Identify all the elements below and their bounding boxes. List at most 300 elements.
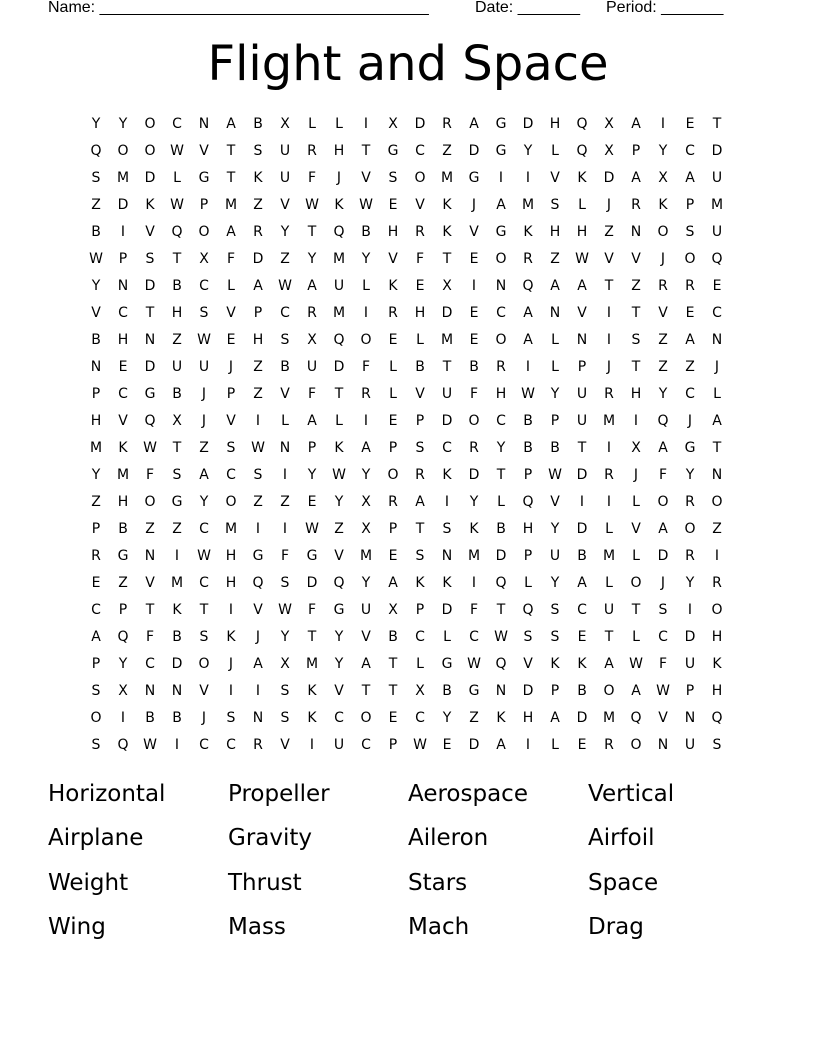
- grid-letter: Z: [199, 440, 209, 456]
- grid-letter: J: [255, 629, 261, 645]
- word-bank: [48, 778, 768, 958]
- grid-letter: X: [442, 278, 452, 294]
- grid-letter: C: [496, 305, 506, 321]
- grid-letter: M: [467, 548, 481, 564]
- grid-row: [84, 438, 732, 465]
- grid-letter: E: [469, 332, 479, 348]
- grid-row: [84, 411, 732, 438]
- grid-letter: H: [549, 116, 561, 132]
- word-list-item: Aerospace: [408, 781, 528, 807]
- grid-letter: K: [145, 197, 155, 213]
- grid-row: [84, 141, 732, 168]
- grid-letter: C: [199, 278, 209, 294]
- grid-letter: W: [332, 467, 346, 483]
- grid-letter: C: [577, 602, 587, 618]
- grid-row: [84, 357, 732, 384]
- grid-letter: H: [225, 548, 237, 564]
- grid-letter: L: [551, 737, 559, 753]
- grid-letter: A: [361, 656, 371, 672]
- grid-letter: L: [551, 359, 559, 375]
- student-info-header: [0, 0, 816, 20]
- grid-letter: E: [577, 629, 587, 645]
- grid-letter: U: [333, 278, 345, 294]
- grid-letter: S: [91, 737, 101, 753]
- grid-letter: E: [388, 197, 398, 213]
- grid-letter: V: [658, 710, 668, 726]
- grid-letter: Z: [253, 197, 263, 213]
- grid-letter: I: [471, 575, 477, 591]
- grid-letter: Y: [442, 710, 452, 726]
- grid-letter: F: [658, 467, 668, 483]
- word-list-item: Horizontal: [48, 781, 166, 807]
- grid-letter: L: [173, 170, 181, 186]
- grid-letter: U: [711, 170, 723, 186]
- grid-letter: Y: [91, 278, 101, 294]
- grid-letter: L: [416, 332, 424, 348]
- grid-letter: T: [388, 683, 398, 699]
- grid-letter: G: [306, 548, 318, 564]
- grid-letter: N: [117, 278, 129, 294]
- grid-letter: Z: [334, 521, 344, 537]
- grid-letter: I: [120, 224, 126, 240]
- grid-letter: E: [388, 548, 398, 564]
- grid-letter: X: [388, 116, 398, 132]
- grid-letter: P: [226, 386, 236, 402]
- grid-letter: Y: [361, 467, 371, 483]
- word-list-item: Airfoil: [588, 825, 655, 851]
- grid-letter: Q: [495, 575, 507, 591]
- grid-letter: D: [414, 116, 426, 132]
- grid-row: [84, 276, 732, 303]
- grid-letter: P: [550, 683, 560, 699]
- grid-letter: N: [630, 224, 642, 240]
- grid-letter: K: [577, 170, 587, 186]
- grid-letter: Z: [658, 359, 668, 375]
- grid-letter: G: [684, 440, 696, 456]
- grid-letter: N: [252, 710, 264, 726]
- grid-letter: A: [496, 197, 506, 213]
- grid-letter: U: [684, 656, 696, 672]
- grid-letter: P: [307, 440, 317, 456]
- grid-letter: D: [171, 656, 183, 672]
- grid-letter: D: [468, 737, 480, 753]
- grid-letter: V: [145, 224, 155, 240]
- grid-letter: M: [440, 332, 454, 348]
- grid-letter: H: [576, 224, 588, 240]
- grid-letter: T: [415, 521, 425, 537]
- grid-letter: A: [685, 332, 695, 348]
- grid-letter: E: [442, 737, 452, 753]
- grid-letter: G: [198, 170, 210, 186]
- grid-letter: O: [684, 521, 696, 537]
- grid-letter: Y: [199, 494, 209, 510]
- grid-letter: A: [199, 467, 209, 483]
- grid-letter: K: [307, 683, 317, 699]
- grid-letter: I: [363, 413, 369, 429]
- grid-letter: A: [253, 278, 263, 294]
- grid-letter: A: [631, 116, 641, 132]
- grid-letter: E: [307, 494, 317, 510]
- grid-letter: D: [576, 467, 588, 483]
- grid-letter: Q: [333, 332, 345, 348]
- grid-letter: I: [525, 170, 531, 186]
- grid-letter: Q: [495, 656, 507, 672]
- grid-letter: H: [522, 710, 534, 726]
- grid-letter: G: [117, 548, 129, 564]
- grid-letter: S: [631, 332, 641, 348]
- grid-letter: U: [279, 143, 291, 159]
- grid-letter: W: [251, 440, 265, 456]
- grid-letter: A: [631, 170, 641, 186]
- grid-letter: U: [279, 170, 291, 186]
- grid-letter: I: [714, 548, 720, 564]
- grid-letter: Z: [172, 332, 182, 348]
- grid-letter: V: [388, 251, 398, 267]
- grid-letter: K: [388, 278, 398, 294]
- grid-letter: F: [469, 386, 479, 402]
- grid-letter: U: [711, 224, 723, 240]
- grid-letter: K: [253, 170, 263, 186]
- grid-letter: C: [712, 305, 722, 321]
- grid-letter: Y: [496, 440, 506, 456]
- grid-letter: Y: [280, 629, 290, 645]
- grid-letter: N: [198, 116, 210, 132]
- grid-letter: P: [415, 602, 425, 618]
- grid-letter: F: [280, 548, 290, 564]
- grid-letter: B: [577, 548, 587, 564]
- grid-letter: I: [255, 521, 261, 537]
- grid-letter: Y: [334, 494, 344, 510]
- grid-letter: S: [658, 602, 668, 618]
- grid-letter: R: [631, 197, 641, 213]
- word-list-item: Aileron: [408, 825, 489, 851]
- grid-letter: U: [603, 602, 615, 618]
- grid-letter: J: [228, 656, 234, 672]
- grid-letter: K: [442, 467, 452, 483]
- grid-letter: B: [550, 440, 560, 456]
- word-list-item: Gravity: [228, 825, 313, 851]
- grid-letter: I: [282, 521, 288, 537]
- grid-letter: E: [712, 278, 722, 294]
- grid-letter: Y: [469, 494, 479, 510]
- grid-letter: S: [280, 710, 290, 726]
- grid-letter: Q: [144, 413, 156, 429]
- grid-letter: H: [252, 332, 264, 348]
- grid-letter: I: [498, 170, 504, 186]
- grid-letter: A: [226, 224, 236, 240]
- grid-letter: Y: [685, 467, 695, 483]
- grid-letter: J: [660, 251, 666, 267]
- grid-letter: D: [468, 143, 480, 159]
- grid-letter: R: [712, 575, 722, 591]
- grid-letter: U: [360, 602, 372, 618]
- grid-letter: N: [279, 440, 291, 456]
- grid-letter: B: [280, 359, 290, 375]
- grid-letter: O: [360, 332, 372, 348]
- grid-letter: A: [91, 629, 101, 645]
- grid-letter: L: [416, 656, 424, 672]
- grid-letter: G: [144, 386, 156, 402]
- grid-letter: H: [90, 413, 102, 429]
- grid-letter: B: [577, 683, 587, 699]
- grid-letter: P: [91, 521, 101, 537]
- grid-letter: A: [712, 413, 722, 429]
- grid-letter: R: [253, 737, 263, 753]
- grid-letter: W: [170, 143, 184, 159]
- grid-letter: N: [144, 332, 156, 348]
- grid-letter: O: [657, 494, 669, 510]
- grid-letter: K: [226, 629, 236, 645]
- grid-letter: R: [307, 305, 317, 321]
- grid-letter: O: [495, 251, 507, 267]
- grid-letter: I: [228, 602, 234, 618]
- word-search-grid: [84, 114, 732, 764]
- grid-letter: K: [469, 521, 479, 537]
- grid-letter: L: [335, 413, 343, 429]
- grid-letter: W: [197, 548, 211, 564]
- grid-letter: J: [633, 467, 639, 483]
- grid-letter: N: [495, 278, 507, 294]
- grid-letter: V: [253, 602, 263, 618]
- grid-letter: V: [334, 683, 344, 699]
- grid-letter: R: [415, 224, 425, 240]
- grid-letter: W: [575, 251, 589, 267]
- grid-letter: N: [441, 548, 453, 564]
- grid-letter: R: [307, 143, 317, 159]
- grid-letter: W: [359, 197, 373, 213]
- grid-letter: I: [255, 413, 261, 429]
- grid-letter: T: [496, 602, 506, 618]
- grid-letter: J: [201, 413, 207, 429]
- grid-letter: P: [685, 197, 695, 213]
- grid-letter: A: [253, 656, 263, 672]
- grid-letter: D: [468, 467, 480, 483]
- grid-letter: H: [522, 521, 534, 537]
- grid-letter: F: [226, 251, 236, 267]
- grid-letter: B: [172, 710, 182, 726]
- grid-letter: J: [228, 359, 234, 375]
- grid-letter: I: [633, 413, 639, 429]
- grid-letter: B: [91, 332, 101, 348]
- grid-letter: M: [332, 305, 346, 321]
- grid-letter: S: [415, 548, 425, 564]
- grid-row: [84, 114, 732, 141]
- grid-letter: R: [91, 548, 101, 564]
- grid-row: [84, 330, 732, 357]
- grid-letter: Q: [171, 224, 183, 240]
- grid-letter: P: [388, 737, 398, 753]
- grid-letter: I: [525, 359, 531, 375]
- grid-letter: L: [308, 116, 316, 132]
- grid-letter: A: [685, 170, 695, 186]
- grid-letter: Y: [334, 656, 344, 672]
- grid-letter: T: [172, 440, 182, 456]
- grid-letter: Z: [631, 278, 641, 294]
- grid-letter: M: [116, 467, 130, 483]
- grid-letter: T: [442, 251, 452, 267]
- grid-letter: H: [171, 305, 183, 321]
- grid-letter: A: [577, 575, 587, 591]
- grid-letter: N: [495, 683, 507, 699]
- grid-letter: X: [388, 602, 398, 618]
- grid-letter: W: [197, 332, 211, 348]
- grid-letter: Z: [253, 386, 263, 402]
- grid-letter: L: [578, 197, 586, 213]
- grid-letter: Z: [442, 143, 452, 159]
- grid-letter: K: [550, 656, 560, 672]
- grid-letter: U: [441, 386, 453, 402]
- period-field-label: Period: _______: [606, 0, 724, 16]
- grid-letter: I: [363, 116, 369, 132]
- grid-letter: Y: [118, 116, 128, 132]
- grid-letter: O: [360, 710, 372, 726]
- grid-letter: Y: [658, 386, 668, 402]
- grid-letter: M: [602, 548, 616, 564]
- grid-letter: V: [415, 386, 425, 402]
- grid-letter: G: [252, 548, 264, 564]
- grid-letter: B: [172, 629, 182, 645]
- grid-letter: Y: [361, 575, 371, 591]
- grid-letter: C: [280, 305, 290, 321]
- grid-letter: V: [145, 575, 155, 591]
- grid-letter: Y: [91, 467, 101, 483]
- grid-letter: R: [388, 305, 398, 321]
- grid-letter: U: [684, 737, 696, 753]
- grid-letter: O: [414, 170, 426, 186]
- grid-letter: S: [550, 197, 560, 213]
- word-list-item: Mass: [228, 914, 286, 940]
- grid-letter: D: [522, 116, 534, 132]
- grid-letter: W: [413, 737, 427, 753]
- grid-letter: B: [361, 224, 371, 240]
- grid-letter: T: [388, 656, 398, 672]
- grid-letter: N: [576, 332, 588, 348]
- grid-letter: D: [252, 251, 264, 267]
- grid-letter: S: [199, 629, 209, 645]
- date-field-label: Date: _______: [475, 0, 580, 16]
- grid-letter: S: [388, 170, 398, 186]
- grid-letter: T: [307, 224, 317, 240]
- grid-row: [84, 573, 732, 600]
- grid-letter: I: [606, 332, 612, 348]
- grid-letter: O: [711, 602, 723, 618]
- grid-letter: S: [550, 629, 560, 645]
- grid-letter: C: [199, 575, 209, 591]
- grid-letter: L: [632, 494, 640, 510]
- grid-letter: V: [469, 224, 479, 240]
- grid-letter: V: [199, 143, 209, 159]
- grid-letter: G: [333, 602, 345, 618]
- grid-letter: R: [685, 548, 695, 564]
- grid-letter: O: [387, 467, 399, 483]
- grid-letter: Z: [118, 575, 128, 591]
- grid-letter: A: [226, 116, 236, 132]
- grid-letter: B: [118, 521, 128, 537]
- grid-letter: V: [577, 305, 587, 321]
- grid-row: [84, 222, 732, 249]
- grid-letter: K: [496, 710, 506, 726]
- grid-letter: Y: [91, 116, 101, 132]
- grid-letter: Q: [117, 737, 129, 753]
- grid-letter: L: [497, 494, 505, 510]
- grid-letter: M: [602, 413, 616, 429]
- word-list-item: Stars: [408, 870, 468, 896]
- grid-letter: X: [658, 170, 668, 186]
- grid-letter: D: [657, 548, 669, 564]
- grid-letter: B: [442, 683, 452, 699]
- grid-letter: L: [389, 386, 397, 402]
- grid-letter: F: [469, 602, 479, 618]
- grid-letter: B: [253, 116, 263, 132]
- grid-letter: Z: [280, 251, 290, 267]
- grid-letter: Q: [576, 143, 588, 159]
- grid-letter: U: [333, 737, 345, 753]
- grid-row: [84, 681, 732, 708]
- grid-letter: P: [388, 521, 398, 537]
- grid-letter: Q: [117, 629, 129, 645]
- grid-letter: M: [710, 197, 724, 213]
- grid-letter: C: [469, 629, 479, 645]
- grid-letter: I: [255, 683, 261, 699]
- grid-letter: E: [91, 575, 101, 591]
- grid-letter: L: [551, 332, 559, 348]
- grid-letter: R: [658, 278, 668, 294]
- grid-letter: A: [604, 656, 614, 672]
- grid-letter: G: [495, 143, 507, 159]
- grid-letter: V: [361, 170, 371, 186]
- grid-letter: S: [145, 251, 155, 267]
- grid-letter: W: [278, 278, 292, 294]
- grid-letter: V: [280, 197, 290, 213]
- grid-letter: T: [712, 440, 722, 456]
- page-title: Flight and Space: [207, 36, 609, 92]
- grid-letter: W: [305, 521, 319, 537]
- grid-letter: P: [118, 251, 128, 267]
- grid-letter: A: [631, 683, 641, 699]
- grid-letter: P: [388, 440, 398, 456]
- grid-letter: C: [658, 629, 668, 645]
- grid-letter: Z: [253, 494, 263, 510]
- grid-letter: T: [361, 683, 371, 699]
- grid-letter: O: [630, 575, 642, 591]
- grid-letter: W: [305, 197, 319, 213]
- grid-letter: X: [172, 413, 182, 429]
- grid-letter: Z: [712, 521, 722, 537]
- grid-letter: C: [685, 386, 695, 402]
- grid-letter: V: [280, 737, 290, 753]
- grid-letter: W: [170, 197, 184, 213]
- grid-letter: B: [496, 521, 506, 537]
- grid-letter: I: [444, 494, 450, 510]
- grid-letter: C: [415, 143, 425, 159]
- grid-letter: R: [523, 251, 533, 267]
- grid-letter: F: [361, 359, 371, 375]
- grid-letter: A: [577, 278, 587, 294]
- grid-letter: T: [172, 251, 182, 267]
- grid-letter: R: [361, 386, 371, 402]
- grid-letter: S: [280, 683, 290, 699]
- grid-letter: Q: [576, 116, 588, 132]
- grid-letter: K: [658, 197, 668, 213]
- grid-letter: L: [443, 629, 451, 645]
- grid-letter: P: [415, 413, 425, 429]
- grid-letter: I: [606, 440, 612, 456]
- grid-letter: T: [712, 116, 722, 132]
- grid-letter: S: [280, 575, 290, 591]
- grid-letter: S: [253, 467, 263, 483]
- grid-letter: O: [684, 251, 696, 267]
- grid-row: [84, 195, 732, 222]
